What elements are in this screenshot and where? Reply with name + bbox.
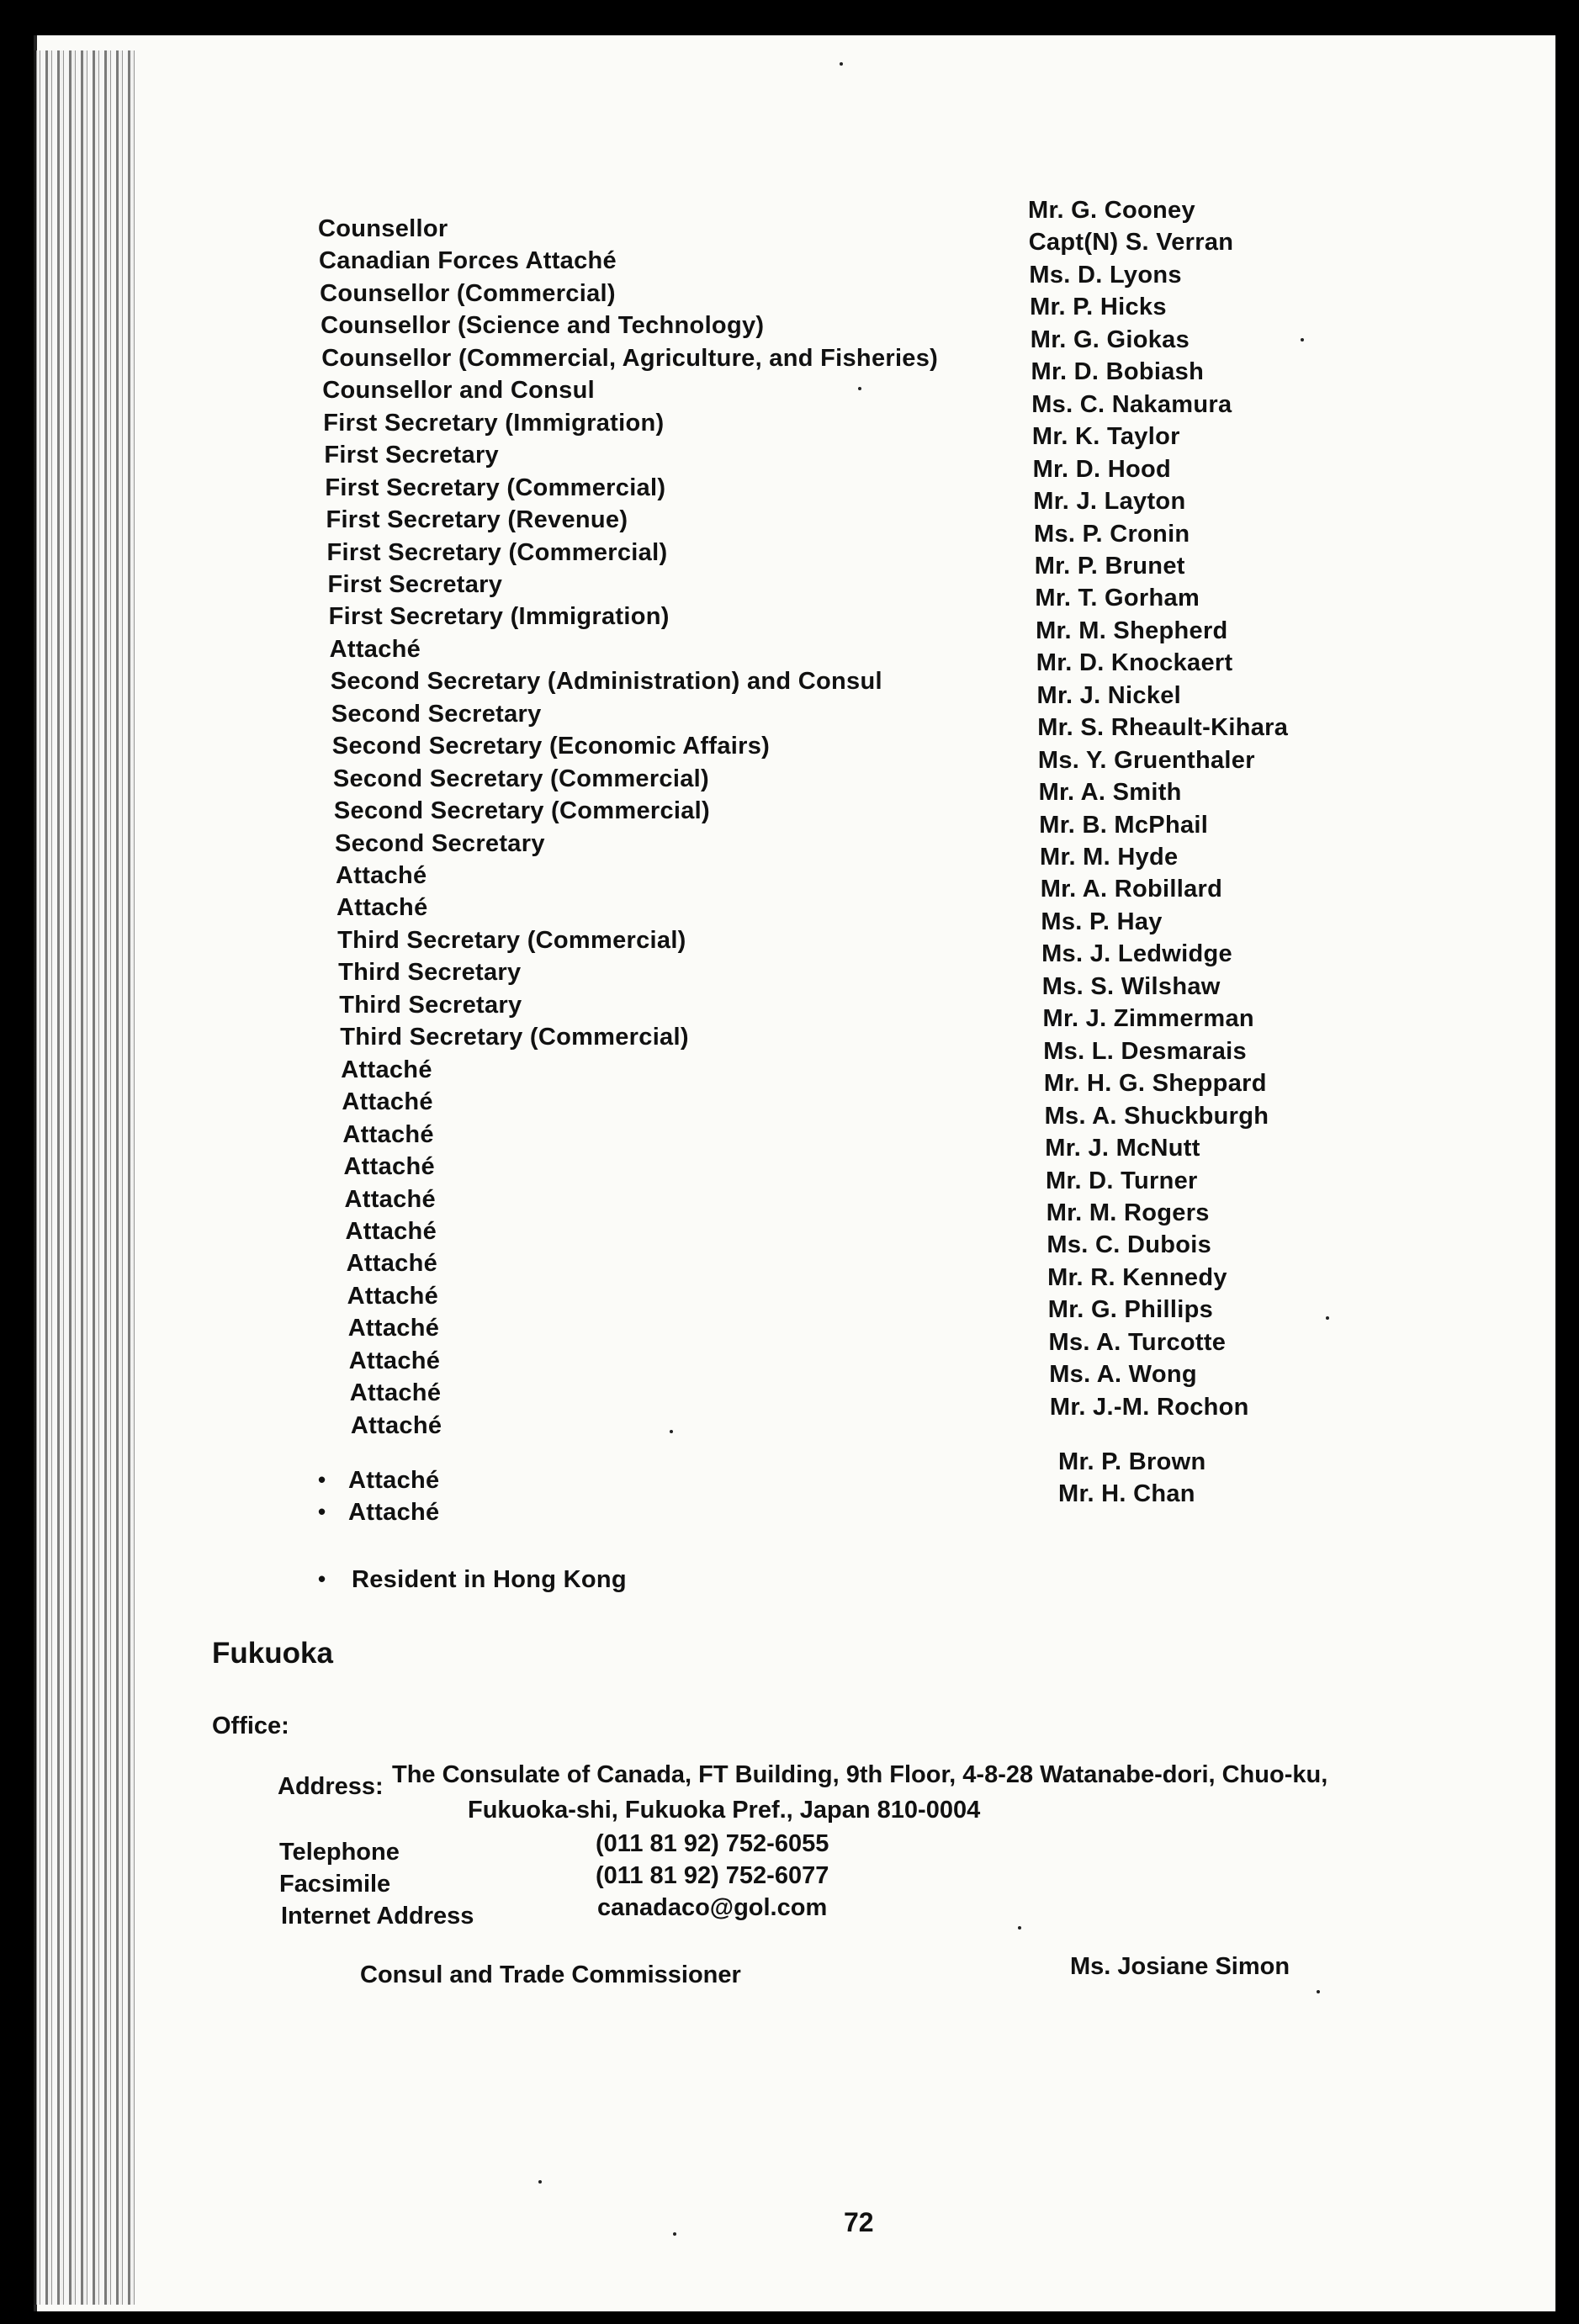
staff-name: Ms. P. Hay [1041, 908, 1163, 935]
scan-speck [1018, 1926, 1021, 1930]
staff-role: Counsellor (Commercial, Agriculture, and Fisheries) [321, 344, 939, 372]
staff-name: Mr. J. McNutt [1045, 1135, 1200, 1162]
footnote-text: Resident in Hong Kong [352, 1566, 627, 1593]
staff-role: Attaché [344, 1185, 436, 1213]
staff-name: Mr. J. Nickel [1036, 681, 1182, 709]
staff-name: Mr. D. Turner [1046, 1167, 1198, 1194]
staff-role: Attaché [350, 1411, 442, 1439]
staff-name: Ms. P. Cronin [1034, 520, 1190, 548]
staff-name: Ms. A. Wong [1049, 1361, 1197, 1389]
footnote-bullet: • [318, 1566, 326, 1591]
hong-kong-staff-name: Mr. P. Brown [1058, 1448, 1206, 1475]
staff-name: Mr. M. Hyde [1040, 844, 1179, 871]
staff-name: Ms. L. Desmarais [1043, 1037, 1247, 1065]
staff-role: Second Secretary (Administration) and Consul [330, 668, 882, 696]
staff-name: Mr. K. Taylor [1031, 423, 1180, 451]
staff-name: Ms. Y. Gruenthaler [1037, 746, 1255, 774]
staff-role: Counsellor and Consul [322, 377, 595, 405]
staff-name: Mr. G. Phillips [1047, 1296, 1214, 1324]
staff-role: Third Secretary (Commercial) [337, 926, 686, 954]
staff-name: Capt(N) S. Verran [1028, 229, 1234, 257]
staff-name: Mr. J. Zimmerman [1042, 1005, 1254, 1033]
hong-kong-staff-role: Attaché [348, 1467, 440, 1494]
staff-role: Second Secretary [334, 829, 545, 857]
staff-name: Ms. A. Turcotte [1048, 1328, 1227, 1356]
staff-role: Third Secretary (Commercial) [340, 1024, 689, 1051]
staff-name: Mr. A. Smith [1038, 779, 1182, 807]
staff-role: Attaché [348, 1347, 441, 1374]
staff-role: Attaché [347, 1282, 439, 1310]
staff-name: Mr. D. Bobiash [1031, 358, 1205, 386]
page-number: 72 [844, 2207, 874, 2237]
staff-name: Mr. M. Shepherd [1036, 617, 1228, 644]
staff-role: First Secretary (Immigration) [323, 409, 665, 437]
staff-role: Second Secretary (Commercial) [333, 797, 710, 825]
scan-speck [673, 2232, 676, 2236]
staff-role: Second Secretary (Commercial) [332, 765, 709, 792]
staff-name: Mr. G. Cooney [1028, 197, 1195, 224]
staff-name: Mr. D. Knockaert [1036, 649, 1233, 677]
staff-name: Mr. S. Rheault-Kihara [1037, 714, 1289, 742]
staff-role: Third Secretary [339, 991, 522, 1019]
staff-role: Attaché [336, 894, 428, 922]
staff-name: Mr. J.-M. Rochon [1049, 1393, 1249, 1421]
staff-role: First Secretary (Revenue) [326, 506, 628, 534]
hong-kong-bullet: • [318, 1499, 326, 1524]
staff-role: Counsellor (Science and Technology) [321, 312, 765, 340]
staff-name: Ms. A. Shuckburgh [1044, 1102, 1269, 1130]
staff-role: First Secretary [327, 570, 503, 598]
hong-kong-bullet: • [318, 1467, 326, 1492]
staff-role: Third Secretary [338, 959, 522, 987]
telephone-label: Telephone [279, 1839, 400, 1866]
staff-role: Second Secretary (Economic Affairs) [331, 733, 771, 760]
staff-role: Canadian Forces Attaché [319, 247, 617, 275]
address-line-2: Fukuoka-shi, Fukuoka Pref., Japan 810-0004 [468, 1797, 981, 1824]
internet-label: Internet Address [281, 1903, 474, 1930]
staff-name: Mr. B. McPhail [1039, 811, 1209, 839]
address-label: Address: [278, 1773, 384, 1800]
staff-role: Second Secretary [331, 700, 542, 728]
staff-name: Mr. A. Robillard [1040, 876, 1223, 903]
office-label: Office: [212, 1713, 289, 1739]
staff-role: Attaché [342, 1120, 434, 1148]
staff-role: Attaché [345, 1217, 437, 1245]
scan-speck [1326, 1316, 1329, 1320]
scan-speck [858, 387, 861, 390]
staff-role: Attaché [342, 1088, 433, 1116]
staff-name: Mr. J. Layton [1033, 488, 1186, 516]
hong-kong-staff-name: Mr. H. Chan [1058, 1480, 1195, 1507]
internet-value: canadaco@gol.com [597, 1894, 828, 1921]
address-line-1: The Consulate of Canada, FT Building, 9th Floor, 4-8-28 Watanabe-dori, Chuo-ku, [392, 1761, 1328, 1788]
staff-name: Ms. D. Lyons [1029, 261, 1182, 289]
staff-role: Attaché [349, 1379, 442, 1407]
staff-name: Mr. R. Kennedy [1047, 1263, 1227, 1291]
staff-name: Mr. H. G. Sheppard [1043, 1070, 1267, 1098]
consul-name: Ms. Josiane Simon [1070, 1953, 1290, 1980]
staff-name: Mr. T. Gorham [1035, 585, 1200, 612]
staff-role: Attaché [346, 1250, 438, 1278]
scan-speck [1317, 1990, 1320, 1993]
facsimile-label: Facsimile [279, 1871, 391, 1898]
staff-name: Mr. P. Brunet [1034, 552, 1185, 580]
staff-role: Attaché [347, 1315, 440, 1342]
staff-role: Attaché [341, 1056, 432, 1083]
staff-name: Mr. G. Giokas [1030, 326, 1190, 353]
section-title: Fukuoka [212, 1637, 333, 1670]
scan-speck [1301, 338, 1304, 341]
staff-name: Mr. D. Hood [1032, 455, 1171, 483]
scan-speck [670, 1430, 673, 1433]
telephone-value: (011 81 92) 752-6055 [596, 1830, 829, 1857]
staff-role: First Secretary [324, 442, 499, 469]
staff-role: Attaché [336, 862, 427, 889]
staff-role: First Secretary (Commercial) [325, 474, 666, 501]
staff-name: Mr. P. Hicks [1030, 294, 1167, 321]
staff-role: Counsellor [318, 215, 448, 242]
staff-name: Ms. C. Dubois [1046, 1231, 1212, 1259]
scan-speck [538, 2180, 542, 2184]
staff-role: Attaché [343, 1153, 435, 1181]
staff-name: Mr. M. Rogers [1046, 1199, 1210, 1226]
staff-role: First Secretary (Immigration) [328, 603, 670, 631]
staff-role: First Secretary (Commercial) [326, 538, 668, 566]
hong-kong-staff-role: Attaché [348, 1499, 440, 1526]
staff-name: Ms. S. Wilshaw [1041, 972, 1221, 1000]
staff-name: Ms. C. Nakamura [1031, 390, 1232, 418]
facsimile-value: (011 81 92) 752-6077 [596, 1862, 829, 1889]
staff-name: Ms. J. Ledwidge [1041, 940, 1232, 968]
scan-speck [840, 62, 843, 66]
staff-role: Counsellor (Commercial) [320, 279, 616, 307]
staff-role: Attaché [329, 635, 421, 663]
consul-role: Consul and Trade Commissioner [360, 1961, 741, 1988]
